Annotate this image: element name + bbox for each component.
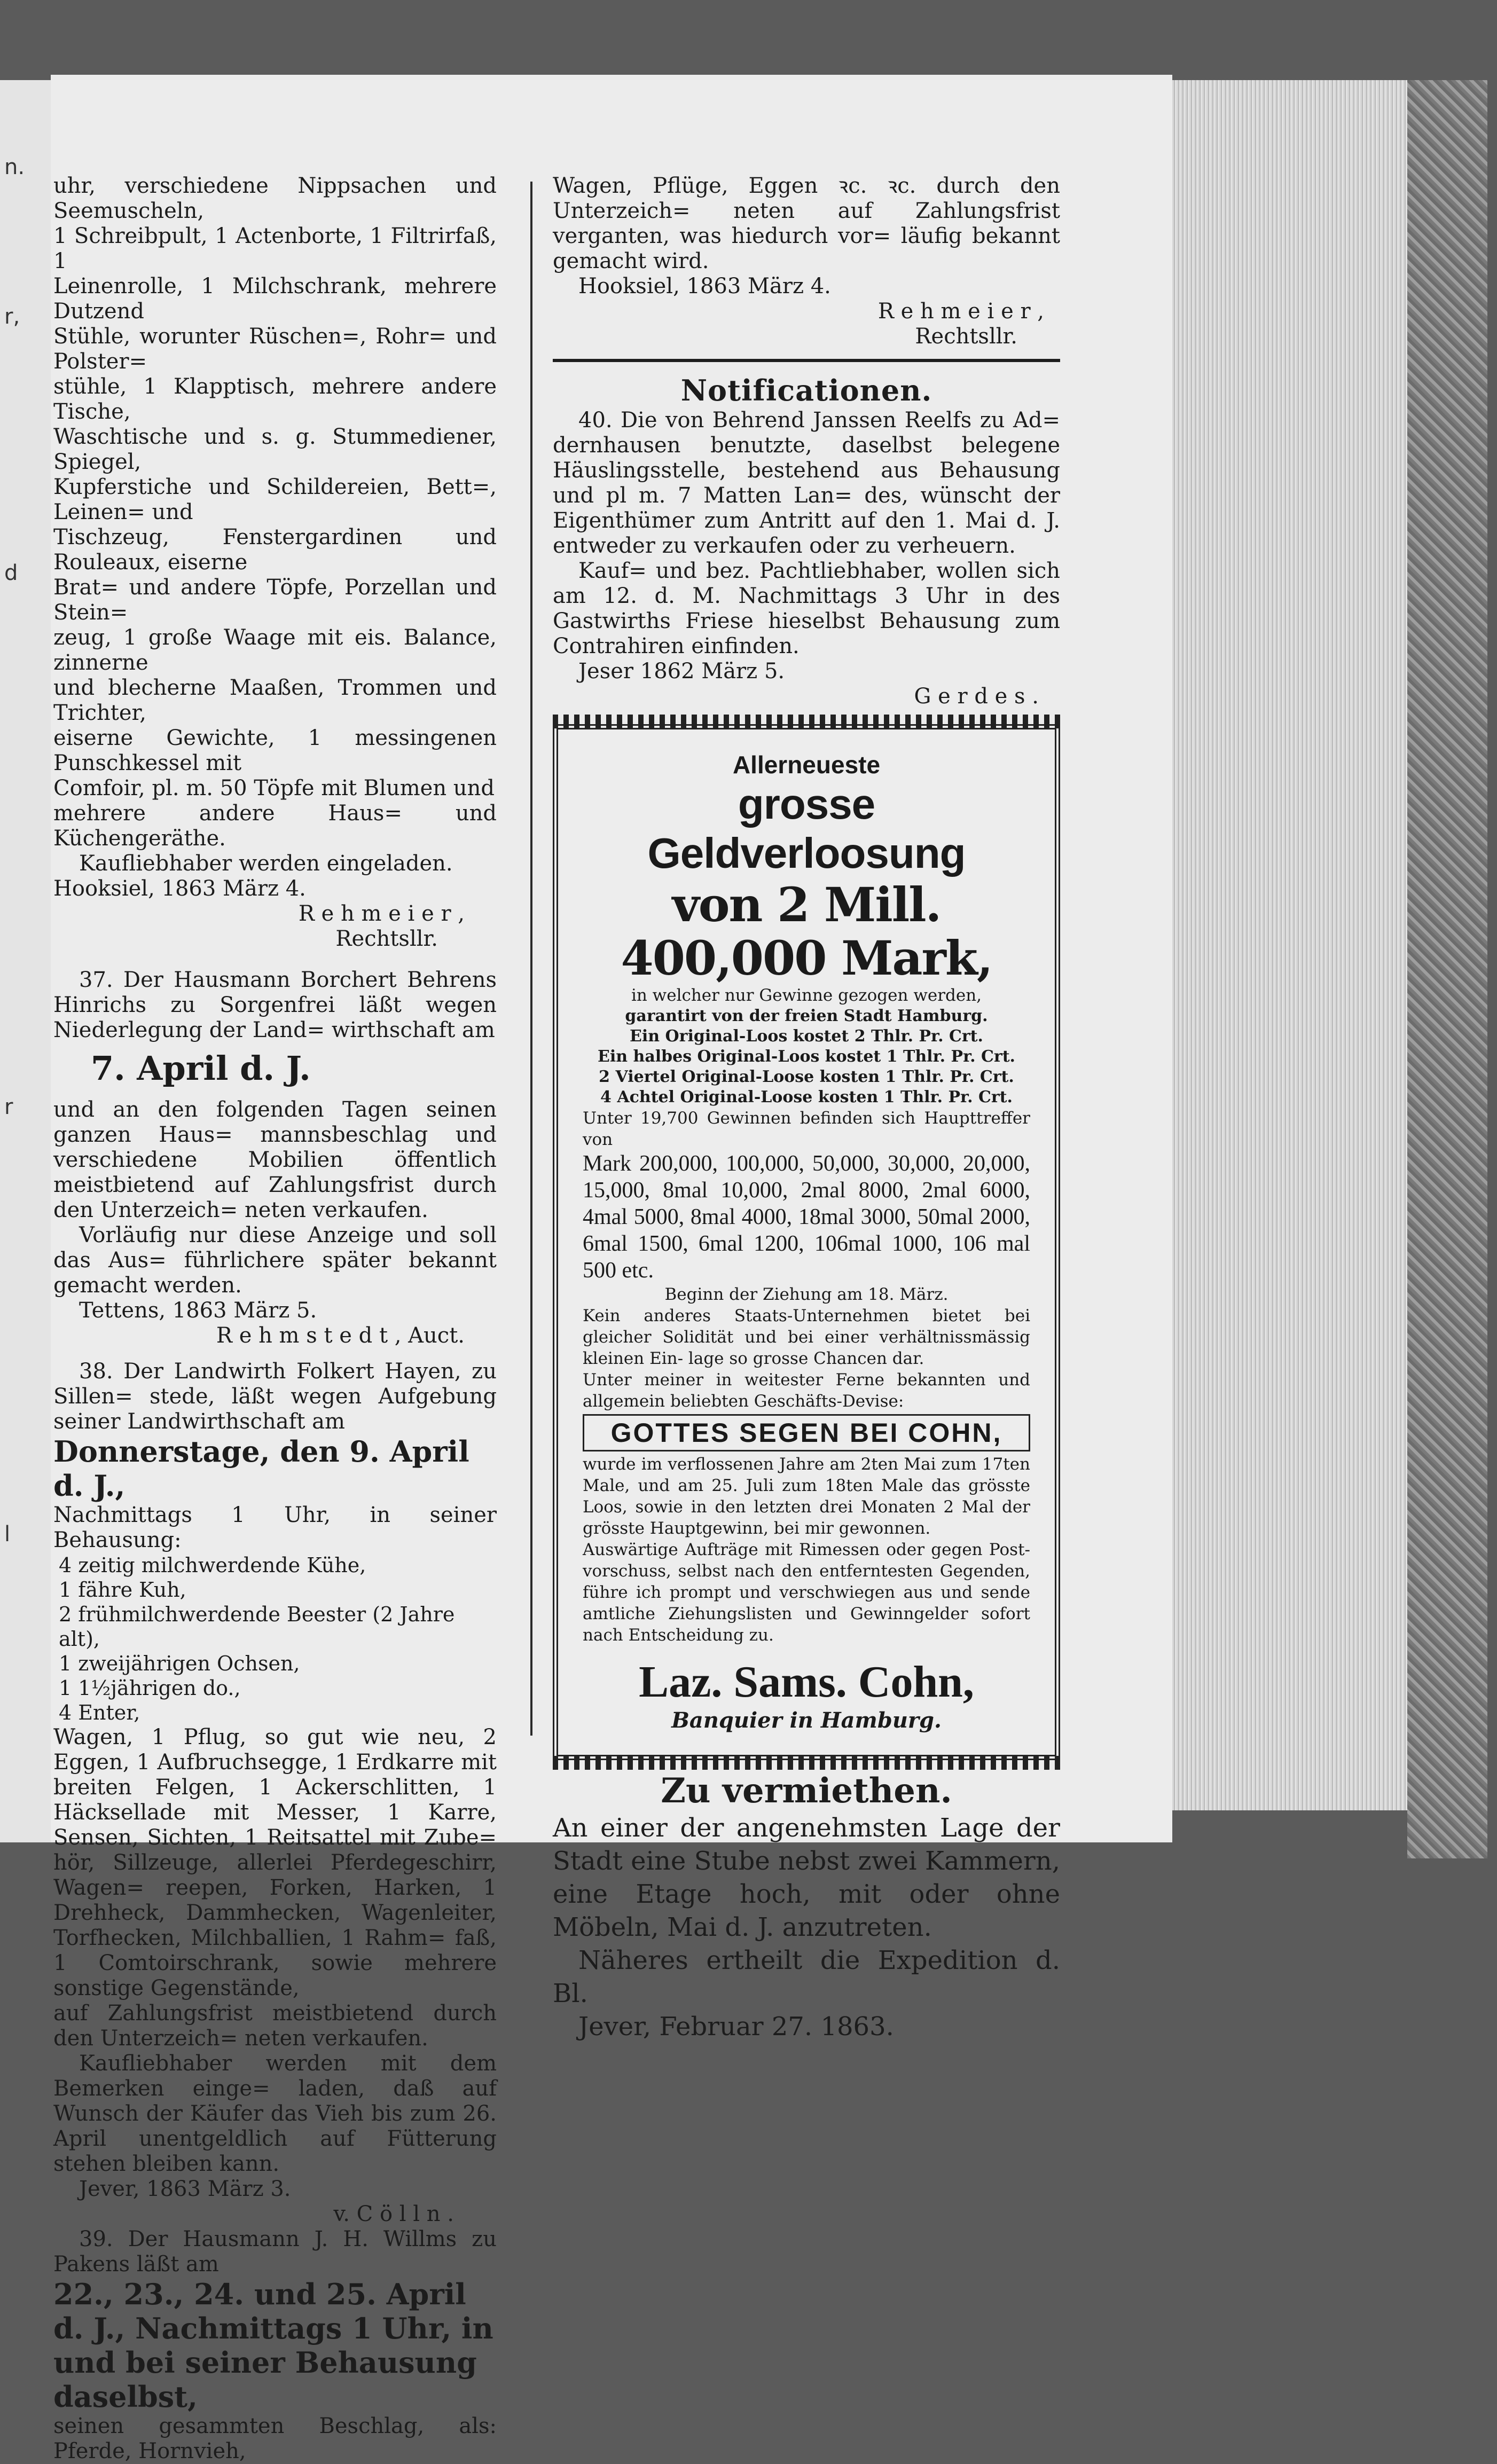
text-line: zeug, 1 große Waage mit eis. Balance, zinnerne bbox=[53, 625, 497, 675]
n38-intro: 38. Der Landwirth Folkert Hayen, zu Sillen= stede, läßt wegen Aufgebung seiner Landwirthschaft am bbox=[53, 1359, 497, 1434]
text-line: Tischzeug, Fenstergardinen und Rouleaux, eiserne bbox=[53, 525, 497, 575]
n37-intro: 37. Der Hausmann Borchert Behrens Hinrichs zu Sorgenfrei läßt wegen Niederlegung der Land= wirthschaft am bbox=[53, 968, 497, 1042]
n38-terms: auf Zahlungsfrist meistbietend durch den Unterzeich= neten verkaufen. bbox=[53, 2001, 497, 2051]
list-item: 4 zeitig milchwerdende Kühe, bbox=[59, 1553, 366, 1577]
n40-place-date: Jeser 1862 März 5. bbox=[578, 659, 785, 684]
left-column bbox=[53, 174, 497, 2464]
text-line: Stühle, worunter Rüschen=, Rohr= und Polster= bbox=[53, 324, 497, 374]
ad-para-1: Kein anderes Staats-Unternehmen bietet bei gleicher Solidität und bei einer verhältnissmässig kleinen Ein- lage so grosse Chancen dar. bbox=[583, 1306, 1030, 1368]
book-cover bbox=[1407, 80, 1487, 1858]
page-block-edges bbox=[1172, 80, 1407, 1810]
rent-body: An einer der angenehmsten Lage der Stadt eine Stube nebst zwei Kammern, eine Etage hoch, mit oder ohne Möbeln, Mai d. J. anzutreten. bbox=[553, 1813, 1060, 1942]
cont-signature-role: Rechtsllr. bbox=[915, 324, 1017, 349]
n37-note: Vorläufig nur diese Anzeige und soll das Aus= führlichere später bekannt gemacht werden. bbox=[53, 1223, 497, 1298]
text-line: Kupferstiche und Schildereien, Bett=, Leinen= und bbox=[53, 475, 497, 524]
cont-place-date: Hooksiel, 1863 März 4. bbox=[578, 274, 831, 299]
ad-price: 2 Viertel Original-Loose kosten 1 Thlr. Pr. Crt. bbox=[599, 1068, 1014, 1086]
ornamental-border-top bbox=[553, 715, 1060, 728]
n38-note: Kaufliebhaber werden mit dem Bemerken einge= laden, daß auf Wunsch der Käufer das Vieh bis zum 26. April unentgeldlich auf Fütterung stehen bleiben kann. bbox=[53, 2051, 497, 2176]
text-line: stühle, 1 Klapptisch, mehrere andere Tische, bbox=[53, 374, 497, 424]
n37-signature: R e h m s t e d t , Auct. bbox=[216, 1323, 465, 1348]
n36-item-list bbox=[53, 174, 497, 876]
ad-signature: Laz. Sams. Cohn, bbox=[639, 1657, 974, 1707]
ad-para-4: Auswärtige Aufträge mit Rimessen oder gegen Post- vorschuss, selbst nach den entferntesten Gegenden, führe ich prompt und verschwiegen aus und sende amtliche Ziehungslisten und Gewinngelder sofort nach Entscheidung zu. bbox=[583, 1540, 1030, 1645]
n37-place-date: Tettens, 1863 März 5. bbox=[79, 1298, 317, 1323]
ad-prizes-intro: Unter 19,700 Gewinnen befinden sich Haupttreffer von bbox=[583, 1109, 1030, 1149]
n38-date: Donnerstage, den 9. April d. J., bbox=[53, 1434, 469, 1503]
text-line: Kaufliebhaber werden eingeladen. bbox=[79, 851, 453, 876]
ad-price: Ein halbes Original-Loos kostet 1 Thlr. Pr. Crt. bbox=[597, 1047, 1016, 1066]
n39-tail: seinen gesammten Beschlag, als: Pferde, Hornvieh, bbox=[53, 2414, 497, 2463]
previous-page-edge: n. r, d r l bbox=[0, 80, 51, 1842]
cont-text: Wagen, Pflüge, Eggen ꝛc. ꝛc. durch den Unterzeich= neten auf Zahlungsfrist verganten, was hiedurch vor= läufig bekannt gemacht wird. bbox=[553, 174, 1060, 273]
ornamental-border-bottom bbox=[553, 1756, 1060, 1770]
rent-place-date: Jever, Februar 27. 1863. bbox=[578, 2012, 894, 2042]
n37-body: und an den folgenden Tagen seinen ganzen Haus= mannsbeschlag und verschiedene Mobilien öffentlich meistbietend auf Zahlungsfrist durch den Unterzeich= neten verkaufen. bbox=[53, 1097, 497, 1222]
list-item: 4 Enter, bbox=[59, 1701, 140, 1724]
ad-prizes: Mark 200,000, 100,000, 50,000, 30,000, 20,000, 15,000, 8mal 10,000, 2mal 8000, 2mal 6000, 4mal 5000, 8mal 4000, 18mal 3000, 50mal 2000, 6mal 1500, 6mal 1200, 106mal 1000, 106 mal 500 etc. bbox=[583, 1151, 1030, 1283]
n38-equipment: Wagen, 1 Pflug, so gut wie neu, 2 Eggen, 1 Aufbruchsegge, 1 Erdkarre mit breiten Felgen, 1 Ackerschlitten, 1 Häcksellade mit Messer, 1 Karre, Sensen, Sichten, 1 Reitsattel mit Zube= hör, Sillzeuge, allerlei Pferdegeschirr, Wagen= reepen, Forken, Harken, 1 Drehheck, Dammhecken, Wagenleiter, Torfhecken, Milchballien, 1 Rahm= faß, 1 Comtoirschrank, sowie mehrere sonstige Gegenstände, bbox=[53, 1725, 497, 2000]
ad-line-5: garantirt von der freien Stadt Hamburg. bbox=[625, 1007, 988, 1025]
ad-line-3: von 2 Mill. 400,000 Mark, bbox=[621, 877, 992, 986]
n38-signature: v. C ö l l n . bbox=[333, 2202, 454, 2226]
list-item: 1 fähre Kuh, bbox=[59, 1578, 186, 1602]
list-item: 1 1½jährigen do., bbox=[59, 1676, 241, 1700]
text-line: Brat= und andere Töpfe, Porzellan und Stein= bbox=[53, 575, 497, 625]
ad-line-1: Allerneueste bbox=[732, 751, 881, 779]
n37-date: 7. April d. J. bbox=[91, 1049, 311, 1088]
cont-signature-name: R e h m e i e r , bbox=[877, 299, 1044, 324]
ad-line-2: grosse Geldverloosung bbox=[647, 780, 966, 877]
n39-dates: 22., 23., 24. und 25. April d. J., Nachmittags 1 Uhr, in und bei seiner Behausung daselbst, bbox=[53, 2277, 493, 2414]
n39-intro: 39. Der Hausmann J. H. Willms zu Pakens läßt am bbox=[53, 2227, 497, 2277]
n36-signature-role: Rechtsllr. bbox=[335, 927, 438, 951]
n40-text: 40. Die von Behrend Janssen Reelfs zu Ad= dernhausen benutzte, daselbst belegene Häuslingsstelle, bestehend aus Behausung und pl m. 7 Matten Lan= des, wünscht der Eigenthümer zum Antritt auf den 1. Mai d. J. entweder zu verkaufen oder zu verheuern. bbox=[553, 408, 1060, 558]
n40-signature: G e r d e s . bbox=[914, 684, 1039, 709]
text-line: und blecherne Maaßen, Trommen und Trichter, bbox=[53, 676, 497, 725]
n36-signature-name: R e h m e i e r , bbox=[298, 901, 465, 926]
column-divider bbox=[530, 182, 532, 1736]
ad-line-4: in welcher nur Gewinne gezogen werden, bbox=[631, 986, 982, 1005]
ad-draw-start: Beginn der Ziehung am 18. März. bbox=[664, 1285, 949, 1304]
ad-para-2: Unter meiner in weitester Ferne bekannten und allgemein beliebten Geschäfts-Devise: bbox=[583, 1370, 1030, 1411]
text-line: uhr, verschiedene Nippsachen und Seemuscheln, bbox=[53, 174, 497, 223]
n40-note: Kauf= und bez. Pachtliebhaber, wollen sich am 12. d. M. Nachmittags 3 Uhr in des Gastwirths Friese hieselbst Behausung zum Contrahiren einfinden. bbox=[553, 559, 1060, 658]
section-heading: Notificationen. bbox=[680, 373, 932, 407]
n36-place-date: Hooksiel, 1863 März 4. bbox=[53, 876, 306, 901]
ad-slogan: GOTTES SEGEN BEI COHN, bbox=[583, 1414, 1030, 1451]
text-line: Comfoir, pl. m. 50 Töpfe mit Blumen und bbox=[53, 776, 495, 801]
text-line: Leinenrolle, 1 Milchschrank, mehrere Dutzend bbox=[53, 274, 497, 324]
lottery-advertisement bbox=[553, 724, 1060, 1760]
rent-info: Näheres ertheilt die Expedition d. Bl. bbox=[553, 1945, 1060, 2008]
right-column bbox=[553, 174, 1060, 2043]
text-line: Waschtische und s. g. Stummediener, Spiegel, bbox=[53, 425, 497, 474]
n38-livestock-list bbox=[53, 1553, 497, 1725]
ad-para-3: wurde im verflossenen Jahre am 2ten Mai zum 17ten Male, und am 25. Juli zum 18ten Male das grösste Loos, sowie in den letzten drei Monaten 2 Mal der grösste Hauptgewinn, bei mir gewonnen. bbox=[583, 1455, 1030, 1538]
n38-time: Nachmittags 1 Uhr, in seiner Behausung: bbox=[53, 1503, 497, 1552]
ad-role: Banquier in Hamburg. bbox=[671, 1708, 942, 1733]
text-line: mehrere andere Haus= und Küchengeräthe. bbox=[53, 801, 497, 851]
section-rule bbox=[553, 359, 1060, 362]
list-item: 2 frühmilchwerdende Beester (2 Jahre alt), bbox=[59, 1603, 455, 1651]
text-line: 1 Schreibpult, 1 Actenborte, 1 Filtrirfaß, 1 bbox=[53, 224, 497, 273]
ad-price: Ein Original-Loos kostet 2 Thlr. Pr. Crt. bbox=[630, 1027, 983, 1046]
text-line: eiserne Gewichte, 1 messingenen Punschkessel mit bbox=[53, 726, 497, 775]
n38-place-date: Jever, 1863 März 3. bbox=[79, 2177, 291, 2201]
list-item: 1 zweijährigen Ochsen, bbox=[59, 1652, 300, 1675]
ad-price: 4 Achtel Original-Loose kosten 1 Thlr. Pr. Crt. bbox=[600, 1088, 1013, 1107]
rent-heading: Zu vermiethen. bbox=[661, 1771, 952, 1811]
